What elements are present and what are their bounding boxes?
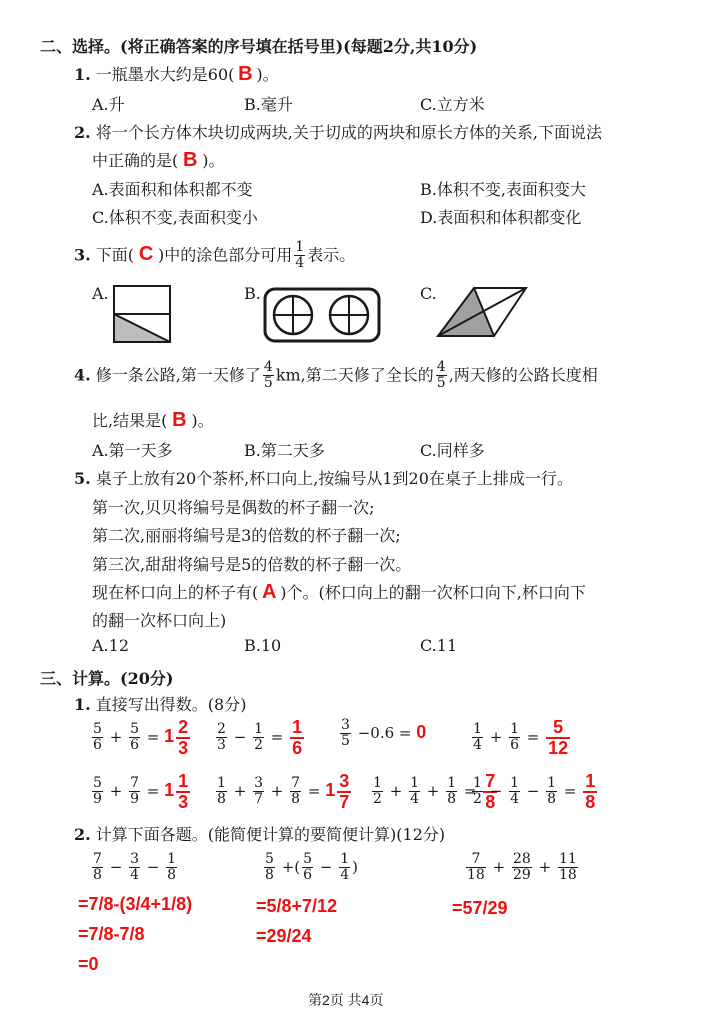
question-5-line6: 的翻一次杯口向上) xyxy=(92,611,227,630)
calc-expression-2: $\frac{5}{8}$ +( $\frac{5}{6}$ − $\frac{1}{4}$ ) xyxy=(265,851,358,884)
question-text: 将一个长方体木块切成两块,关于切成的两块和原长方体的关系,下面说法 xyxy=(95,123,602,142)
question-number: 1. xyxy=(74,695,91,714)
answer-mark: A xyxy=(262,581,277,603)
fraction: $\frac{4}{5}$ xyxy=(436,359,446,392)
question-text: 下面( xyxy=(95,245,135,265)
calc-expression-1: $\frac{7}{8}$ − $\frac{3}{4}$ − $\frac{1}{8}$ xyxy=(93,851,177,884)
question-text: 一瓶墨水大约是60( xyxy=(95,65,235,84)
option-c-parallelogram-figure xyxy=(434,284,530,340)
question-text: )个。(杯口向上的翻一次杯口向下,杯口向下 xyxy=(280,583,586,602)
mental-math-4: $\frac{1}{4}$ + $\frac{1}{6}$ = $\frac{5}{12}$ xyxy=(473,717,569,758)
question-text: 桌子上放有20个茶杯,杯口向上,按编号从1到20在桌子上排成一行。 xyxy=(95,469,573,488)
question-text: 现在杯口向上的杯子有( xyxy=(92,583,259,602)
question-text: 比,结果是( xyxy=(92,411,168,430)
question-3 xyxy=(74,240,355,272)
option-b: B.10 xyxy=(244,636,282,655)
question-4 xyxy=(74,360,598,392)
option-c: C.同样多 xyxy=(420,441,485,460)
question-1 xyxy=(74,62,279,86)
option-b: B.体积不变,表面积变大 xyxy=(420,180,586,199)
option-c: C.11 xyxy=(420,636,458,655)
mental-math-8: $\frac{1}{2}$ − $\frac{1}{4}$ − $\frac{1}{8}$ = $\frac{1}{8}$ xyxy=(473,771,596,812)
question-number: 5. xyxy=(74,469,91,488)
question-5 xyxy=(74,466,573,489)
calc-step: =0 xyxy=(78,954,99,974)
question-number: 1. xyxy=(74,65,91,84)
option-d: D.表面积和体积都变化 xyxy=(420,208,582,227)
mental-math-6: $\frac{1}{8}$ + $\frac{3}{7}$ + $\frac{7}{8}$ = 1 $\frac{3}{7}$ xyxy=(217,771,350,812)
fraction: $\frac{1}{4}$ xyxy=(295,239,305,272)
option-c: C.立方米 xyxy=(420,95,485,114)
answer-mark: C xyxy=(138,243,154,266)
question-text: 直接写出得数。(8分) xyxy=(95,695,247,714)
mental-math-1: $\frac{5}{6}$ + $\frac{5}{6}$ = 1 $\frac{2}{3}$ xyxy=(93,717,189,758)
question-text: )中的涂色部分可用 xyxy=(158,245,293,265)
mental-math-5: $\frac{5}{9}$ + $\frac{7}{9}$ = 1 $\frac{1}{3}$ xyxy=(93,771,189,812)
calc-step: =7/8-7/8 xyxy=(78,924,145,944)
option-b-circles-figure xyxy=(262,286,382,344)
question-text: km,第二天修了全长的 xyxy=(275,365,434,385)
option-a: A.第一天多 xyxy=(92,441,173,460)
section3-title: 三、计算。(20分) xyxy=(40,669,174,688)
option-c: C. xyxy=(420,284,437,303)
fraction: $\frac{4}{5}$ xyxy=(263,359,273,392)
option-a: A.12 xyxy=(92,636,129,655)
mental-math-7: $\frac{1}{2}$ + $\frac{1}{4}$ + $\frac{1}{8}$ = $\frac{7}{8}$ xyxy=(373,771,496,812)
question-number: 2. xyxy=(74,825,91,844)
answer-fraction: $\frac{5}{12}$ xyxy=(548,717,569,758)
answer-fraction: $\frac{7}{8}$ xyxy=(485,771,496,812)
part-1-title xyxy=(74,692,246,715)
calc-step: =57/29 xyxy=(452,898,508,918)
question-text: 中正确的是( xyxy=(92,151,179,170)
question-text-end: 表示。 xyxy=(307,245,356,265)
option-b: B. xyxy=(244,284,261,303)
mental-math-2: $\frac{2}{3}$ − $\frac{1}{2}$ = $\frac{1}{6}$ xyxy=(217,717,303,758)
question-text-end: )。 xyxy=(202,151,225,170)
answer-fraction: $\frac{1}{3}$ xyxy=(178,771,189,812)
option-b: B.第二天多 xyxy=(244,441,325,460)
answer-fraction: $\frac{2}{3}$ xyxy=(178,717,189,758)
answer-fraction: $\frac{1}{6}$ xyxy=(292,717,303,758)
answer-value: 0 xyxy=(416,721,427,742)
option-a: A.表面积和体积都不变 xyxy=(92,180,253,199)
calc-expression-3: $\frac{7}{18}$ + $\frac{28}{29}$ + $\frac{11}{18}$ xyxy=(467,851,577,884)
page-footer: 第2页 共4页 xyxy=(308,992,384,1008)
option-a-square-figure xyxy=(112,284,172,344)
answer-mark: B xyxy=(183,149,198,171)
section2-title: 二、选择。(将正确答案的序号填在括号里)(每题2分,共10分) xyxy=(40,37,478,56)
question-2 xyxy=(74,120,602,143)
calc-step: =29/24 xyxy=(256,926,312,946)
answer-fraction: $\frac{1}{8}$ xyxy=(585,771,596,812)
option-c: C.体积不变,表面积变小 xyxy=(92,208,258,227)
question-number: 4. xyxy=(74,365,91,385)
answer-whole: 1 xyxy=(164,779,175,800)
answer-mark: B xyxy=(172,409,187,431)
question-text: 计算下面各题。(能简便计算的要简便计算)(12分) xyxy=(95,825,446,844)
part-2-title xyxy=(74,822,445,845)
question-5-line5 xyxy=(92,580,586,604)
mental-math-3: $\frac{3}{5}$ −0.6 = 0 xyxy=(341,717,427,750)
question-2-line2 xyxy=(92,148,225,172)
question-text: 修一条公路,第一天修了 xyxy=(95,365,261,385)
question-text: ,两天修的公路长度相 xyxy=(448,365,598,385)
answer-mark: B xyxy=(238,63,253,85)
question-5-line4: 第三次,甜甜将编号是5的倍数的杯子翻一次。 xyxy=(92,555,412,574)
option-b: B.毫升 xyxy=(244,95,293,114)
question-text-end: )。 xyxy=(256,65,279,84)
question-number: 2. xyxy=(74,123,91,142)
calc-step: =5/8+7/12 xyxy=(256,896,338,916)
answer-whole: 1 xyxy=(164,725,175,746)
question-4-line2 xyxy=(92,408,214,432)
calc-step: =7/8-(3/4+1/8) xyxy=(78,894,193,914)
question-5-line3: 第二次,丽丽将编号是3的倍数的杯子翻一次; xyxy=(92,526,401,545)
option-a: A. xyxy=(92,284,109,303)
question-5-line2: 第一次,贝贝将编号是偶数的杯子翻一次; xyxy=(92,498,375,517)
answer-whole: 1 xyxy=(325,779,336,800)
answer-fraction: $\frac{3}{7}$ xyxy=(339,771,350,812)
question-text-end: )。 xyxy=(191,411,214,430)
option-a: A.升 xyxy=(92,95,125,114)
question-number: 3. xyxy=(74,245,91,265)
